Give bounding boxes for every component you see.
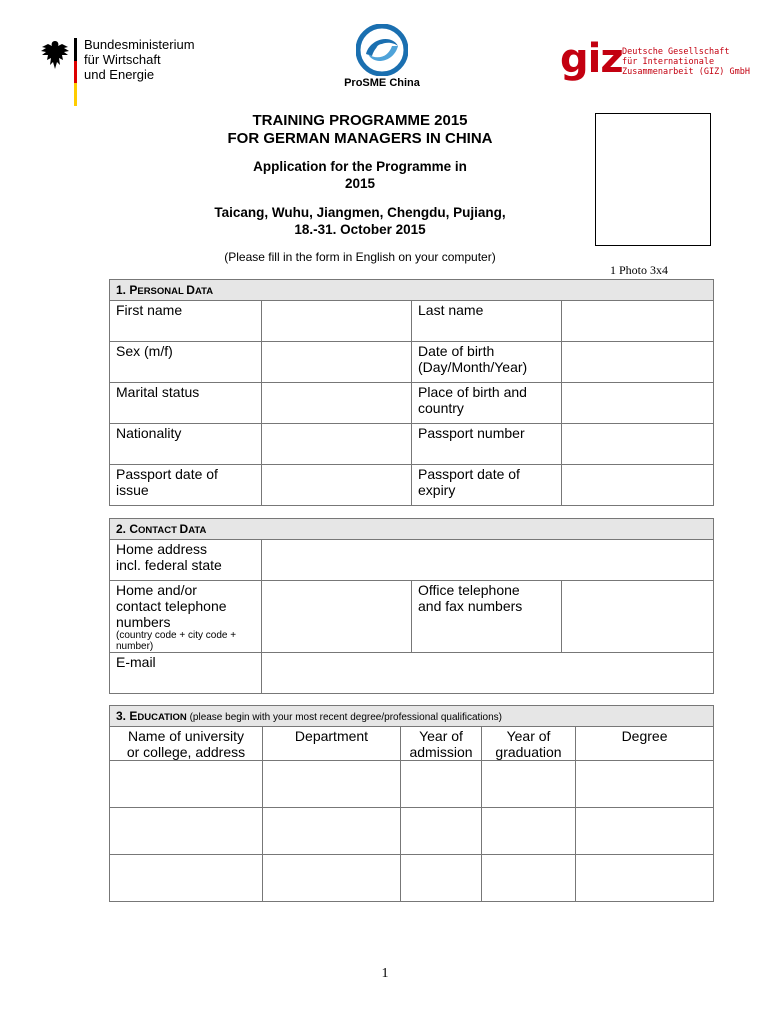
prosme-label: ProSME China: [344, 77, 420, 89]
department-field[interactable]: [263, 855, 401, 902]
prosme-logo-icon: [356, 24, 408, 76]
table-row: [110, 808, 714, 855]
education-heading: 3. EDUCATION (please begin with your most recent degree/professional qualifications): [110, 706, 714, 727]
contact-data-heading: 2. CONTACT DATA: [110, 519, 714, 540]
passport-issue-label: Passport date of issue: [110, 465, 262, 506]
university-field[interactable]: [110, 808, 263, 855]
university-field[interactable]: [110, 761, 263, 808]
application-heading: Application for the Programme in 2015: [253, 159, 467, 191]
passport-number-field[interactable]: [562, 424, 714, 465]
col-university: Name of university or college, address: [110, 727, 263, 761]
place-of-birth-label: Place of birth and country: [412, 383, 562, 424]
nationality-label: Nationality: [110, 424, 262, 465]
last-name-field[interactable]: [562, 301, 714, 342]
passport-issue-field[interactable]: [262, 465, 412, 506]
ministry-name: Bundesministerium für Wirtschaft und Energie: [84, 37, 195, 82]
contact-data-table: [109, 518, 714, 694]
university-field[interactable]: [110, 855, 263, 902]
date-of-birth-field[interactable]: [562, 342, 714, 383]
photo-box[interactable]: [595, 113, 711, 246]
table-row: [110, 855, 714, 902]
locations-dates: Taicang, Wuhu, Jiangmen, Chengdu, Pujiang, 18.-31. October 2015: [214, 205, 506, 237]
office-telephone-field[interactable]: [562, 581, 714, 653]
passport-expiry-label: Passport date of expiry: [412, 465, 562, 506]
sex-field[interactable]: [262, 342, 412, 383]
email-field[interactable]: [262, 653, 714, 694]
department-field[interactable]: [263, 761, 401, 808]
admission-field[interactable]: [401, 761, 482, 808]
date-of-birth-label: Date of birth (Day/Month/Year): [412, 342, 562, 383]
place-of-birth-field[interactable]: [562, 383, 714, 424]
email-label: E-mail: [110, 653, 262, 694]
instruction-text: (Please fill in the form in English on your computer): [224, 250, 496, 264]
table-row: [110, 761, 714, 808]
marital-status-label: Marital status: [110, 383, 262, 424]
passport-expiry-field[interactable]: [562, 465, 714, 506]
page-number: 1: [381, 966, 389, 981]
graduation-field[interactable]: [482, 808, 576, 855]
admission-field[interactable]: [401, 855, 482, 902]
col-year-graduation: Year of graduation: [482, 727, 576, 761]
sex-label: Sex (m/f): [110, 342, 262, 383]
photo-label: 1 Photo 3x4: [610, 263, 669, 277]
home-address-label: Home address incl. federal state: [110, 540, 262, 581]
contact-telephone-label: Home and/or contact telephone numbers (country code + city code + number): [110, 581, 262, 653]
graduation-field[interactable]: [482, 855, 576, 902]
col-department: Department: [263, 727, 401, 761]
home-address-field[interactable]: [262, 540, 714, 581]
degree-field[interactable]: [576, 855, 714, 902]
admission-field[interactable]: [401, 808, 482, 855]
last-name-label: Last name: [412, 301, 562, 342]
german-flag-bar: [74, 38, 77, 106]
col-degree: Degree: [576, 727, 714, 761]
personal-data-table: [109, 279, 714, 506]
marital-status-field[interactable]: [262, 383, 412, 424]
personal-data-heading: 1. PERSONAL DATA: [110, 280, 714, 301]
giz-logo: giz: [560, 36, 623, 82]
page-title: TRAINING PROGRAMME 2015 FOR GERMAN MANAGERS IN CHINA: [227, 112, 493, 147]
education-table: [109, 705, 714, 902]
department-field[interactable]: [263, 808, 401, 855]
col-year-admission: Year of admission: [401, 727, 482, 761]
passport-number-label: Passport number: [412, 424, 562, 465]
contact-telephone-field[interactable]: [262, 581, 412, 653]
nationality-field[interactable]: [262, 424, 412, 465]
office-telephone-label: Office telephone and fax numbers: [412, 581, 562, 653]
first-name-field[interactable]: [262, 301, 412, 342]
degree-field[interactable]: [576, 761, 714, 808]
federal-eagle-icon: [38, 38, 72, 72]
degree-field[interactable]: [576, 808, 714, 855]
giz-name: Deutsche Gesellschaft für Internationale Zusammenarbeit (GIZ) GmbH: [622, 47, 750, 77]
graduation-field[interactable]: [482, 761, 576, 808]
first-name-label: First name: [110, 301, 262, 342]
